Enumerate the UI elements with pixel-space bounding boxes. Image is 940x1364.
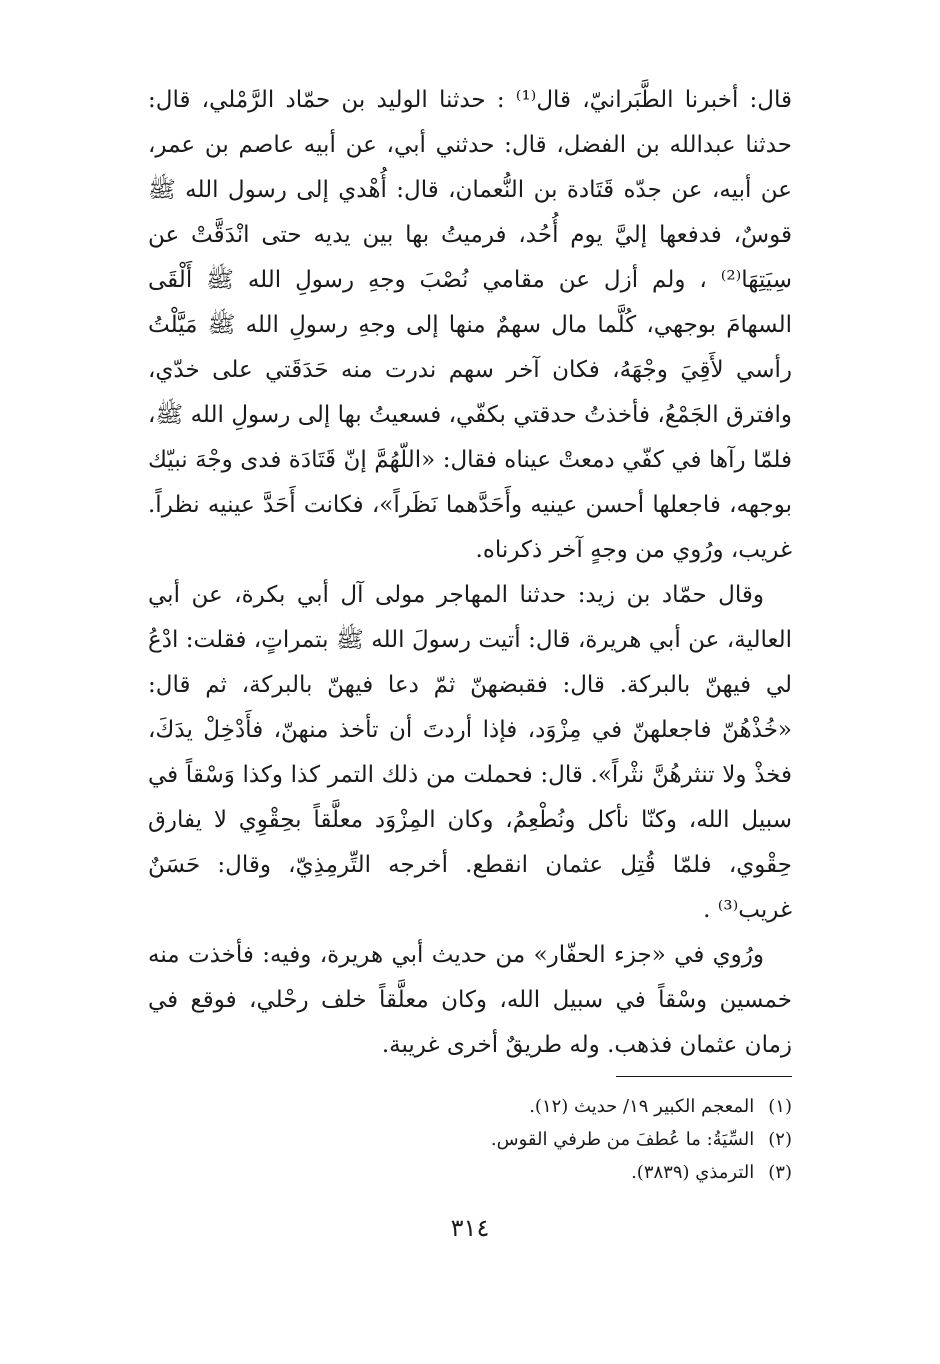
paragraph-3: ورُوي في «جزء الحفّار» من حديث أبي هريرة، وفيه: فأخذت منه خمسين وسْقاً في سبيل الله، وكان معلَّقاً خلف رحْلي، فوقع في زمان عثمان فذهب. وله طريقٌ أخرى غريبة. — [148, 942, 792, 1058]
footnote-2 — [148, 1123, 792, 1156]
footnote-3-number: (٣) — [768, 1162, 792, 1183]
paragraph-1: قال: أخبرنا الطَّبَرانيّ، قال⁽¹⁾ : حدثنا الوليد بن حمّاد الرَّمْلي، قال: حدثنا عبدالله بن الفضل، قال: حدثني أبي، عن أبيه عاصم بن عمر، عن أبيه، عن جدّه قَتَادة بن النُّعمان، قال: أُهْدي إلى رسول الله ﷺ قوسٌ، فدفعها إليَّ يوم أُحُد، فرميتُ بها بين يديه حتى انْدَقَّتْ عن سِيَتِهَا⁽²⁾ ، ولم أزل عن مقامي نُصْبَ وجهِ رسولِ الله ﷺ أَلْقَى السهامَ بوجهي، كُلَّما مال سهمٌ منها إلى وجهِ رسولِ الله ﷺ مَيَّلْتُ رأسي لأَقِيَ وجْهَهُ، فكان آخر سهم ندرت منه حَدَقَتي على خدّي، وافترق الجَمْعُ، فأخذتُ حدقتي بكفّي، فسعيتُ بها إلى رسولِ الله ﷺ، فلمّا رآها في كفّي دمعتْ عيناه فقال: «اللّهُمَّ إنّ قَتَادَة فدى وجْهَ نبيّك بوجهه، فاجعلها أحسن عينيه وأَحَدَّهما نَظَراً»، فكانت أَحَدَّ عينيه نظراً. غريب، ورُوي من وجهٍ آخر ذكرناه. — [148, 87, 792, 563]
footnote-3 — [148, 1156, 792, 1189]
footnotes — [148, 1090, 792, 1189]
footnote-1-number: (١) — [768, 1096, 792, 1117]
footnote-3-text: الترمذي (٣٨٣٩). — [631, 1162, 755, 1183]
page-number: ٣١٤ — [450, 1214, 490, 1242]
footnote-separator — [616, 1076, 792, 1077]
footnote-2-text: السِّيَةُ: ما عُطفَ من طرفي القوس. — [490, 1129, 755, 1150]
footnote-2-number: (٢) — [768, 1129, 792, 1150]
paragraph-2: وقال حمّاد بن زيد: حدثنا المهاجر مولى آل أبي بكرة، عن أبي العالية، عن أبي هريرة، قال: أتيت رسولَ الله ﷺ بتمراتٍ، فقلت: ادْعُ لي فيهنّ بالبركة. قال: فقبضهنّ ثمّ دعا فيهنّ بالبركة، ثم قال: «خُذْهُنّ فاجعلهنّ في مِزْوَد، فإذا أردتَ أن تأخذ منهنّ، فأَدْخِلْ يدَكَ، فخذْ ولا تنثرهُنَّ نثْراً». قال: فحملت من ذلك التمر كذا وكذا وَسْقاً في سبيل الله، وكنّا نأكل ونُطْعِمُ، وكان المِزْوَد معلَّقاً بحِقْوِي لا يفارق حِقْوي، فلمّا قُتِل عثمان انقطع. أخرجه التِّرمِذِيّ، وقال: حَسَنٌ غريب⁽³⁾ . — [148, 582, 792, 923]
main-text — [148, 78, 792, 1068]
footnote-1 — [148, 1090, 792, 1123]
footnote-1-text: المعجم الكبير ١٩/ حديث (١٢). — [529, 1096, 755, 1117]
